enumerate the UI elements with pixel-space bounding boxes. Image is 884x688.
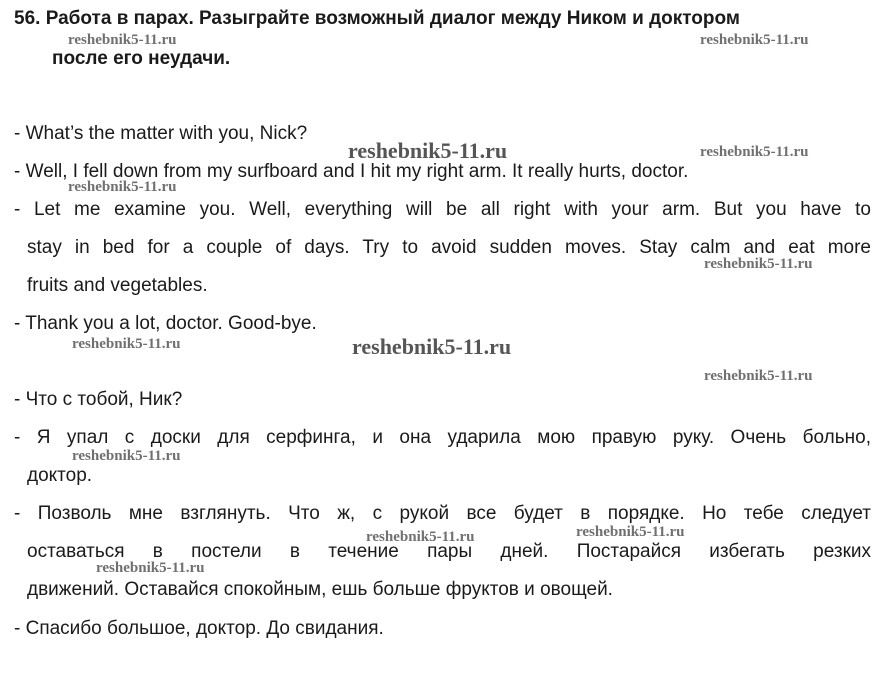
dialogue-line: - What’s the matter with you, Nick? <box>14 123 308 144</box>
watermark: reshebnik5-11.ru <box>68 179 177 195</box>
watermark: reshebnik5-11.ru <box>704 368 813 384</box>
watermark: reshebnik5-11.ru <box>352 334 512 359</box>
watermark: reshebnik5-11.ru <box>348 138 508 163</box>
watermark: reshebnik5-11.ru <box>700 32 809 48</box>
watermark: reshebnik5-11.ru <box>704 256 813 272</box>
heading-line-2: после его неудачи. <box>52 48 231 69</box>
dialogue-line: доктор. <box>27 465 93 486</box>
watermark: reshebnik5-11.ru <box>72 448 181 464</box>
heading-line-1: 56. Работа в парах. Разыграйте возможный диалог между Ником и доктором <box>14 8 740 29</box>
watermark: reshebnik5-11.ru <box>700 144 809 160</box>
dialogue-line: движений. Оставайся спокойным, ешь больше фруктов и овощей. <box>27 579 613 600</box>
watermark: reshebnik5-11.ru <box>366 529 475 545</box>
dialogue-line: - Я упал с доски для серфинга, и она ударила мою правую руку. Очень больно, <box>14 427 871 448</box>
dialogue-line: - Let me examine you. Well, everything will be all right with your arm. But you have to <box>14 199 871 220</box>
dialogue-line: - Что с тобой, Ник? <box>14 389 183 410</box>
dialogue-line: - Спасибо большое, доктор. До свидания. <box>14 618 384 639</box>
watermark: reshebnik5-11.ru <box>68 32 177 48</box>
dialogue-line: fruits and vegetables. <box>27 275 208 296</box>
dialogue-line: - Well, I fell down from my surfboard and I hit my right arm. It really hurts, doctor. <box>14 161 689 182</box>
dialogue-line: - Позволь мне взглянуть. Что ж, с рукой все будет в порядке. Но тебе следует <box>14 503 871 524</box>
watermark: reshebnik5-11.ru <box>72 336 181 352</box>
watermark: reshebnik5-11.ru <box>96 560 205 576</box>
dialogue-line: оставаться в постели в течение пары дней. Постарайся избегать резких <box>27 541 871 562</box>
dialogue-line: stay in bed for a couple of days. Try to avoid sudden moves. Stay calm and eat more <box>27 237 871 258</box>
watermark: reshebnik5-11.ru <box>576 524 685 540</box>
dialogue-line: - Thank you a lot, doctor. Good-bye. <box>14 313 317 334</box>
